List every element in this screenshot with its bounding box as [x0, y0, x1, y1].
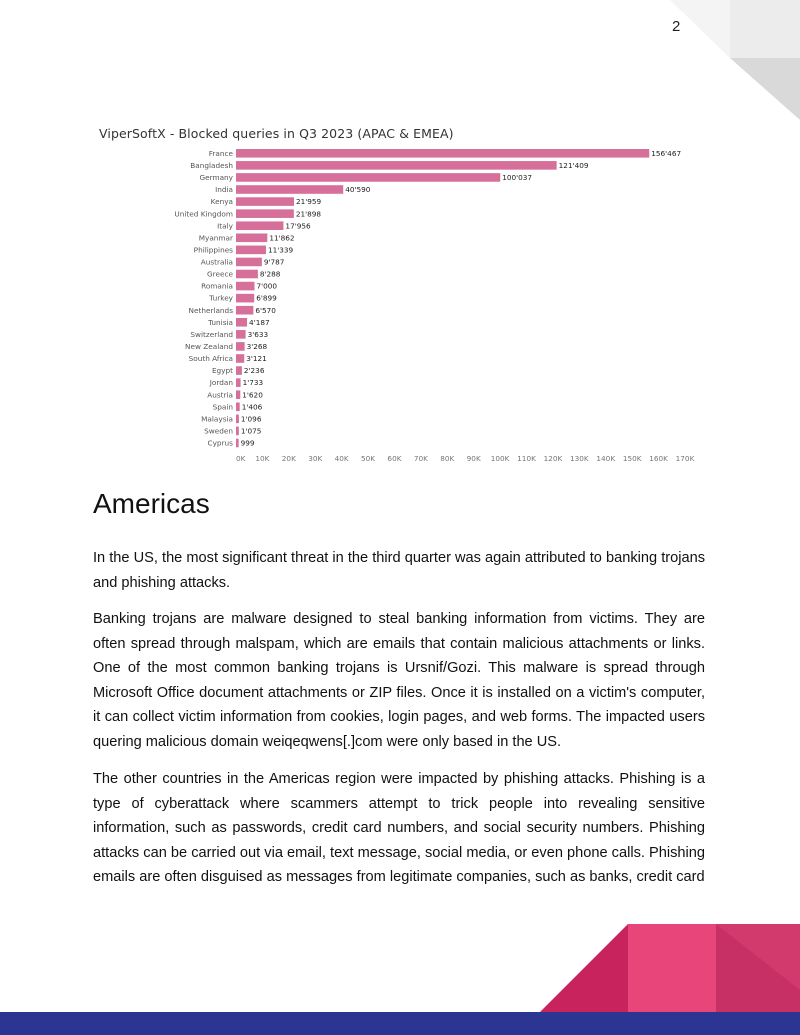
bar	[236, 354, 244, 363]
value-label: 1'075	[240, 426, 262, 436]
bar	[236, 246, 266, 255]
value-label: 9'787	[263, 257, 285, 267]
bar	[236, 233, 267, 242]
bar	[236, 390, 240, 399]
x-tick-label: 40K	[334, 454, 349, 463]
bar	[236, 415, 239, 424]
bar	[236, 427, 239, 436]
x-tick-label: 140K	[596, 454, 616, 463]
category-label: Switzerland	[190, 329, 233, 339]
bar-chart-svg	[95, 122, 705, 467]
x-tick-label: 70K	[413, 454, 428, 463]
value-label: 40'590	[345, 185, 371, 195]
bar	[236, 439, 239, 448]
bar	[236, 173, 500, 182]
paragraph-intro: In the US, the most significant threat in the third quarter was again attributed to banking trojans and phishing attacks.	[93, 550, 705, 591]
bar	[236, 197, 294, 206]
chart-title: ViperSoftX - Blocked queries in Q3 2023 (APAC & EMEA)	[99, 126, 454, 141]
category-label: Austria	[207, 390, 233, 400]
x-tick-label: 20K	[281, 454, 296, 463]
value-label: 121'409	[558, 160, 589, 170]
category-label: India	[215, 185, 233, 195]
category-label: United Kingdom	[174, 209, 233, 219]
value-label: 100'037	[502, 173, 533, 183]
value-label: 21'898	[295, 209, 322, 219]
x-tick-label: 150K	[622, 454, 642, 463]
x-tick-label: 60K	[387, 454, 402, 463]
value-label: 1'620	[242, 390, 263, 400]
value-label: 6'899	[256, 293, 277, 303]
blocked-queries-chart	[95, 122, 705, 467]
x-tick-label: 30K	[308, 454, 323, 463]
x-tick-label: 160K	[649, 454, 668, 463]
value-label: 999	[240, 438, 255, 448]
x-tick-label: 120K	[543, 454, 563, 463]
category-label: Greece	[207, 269, 233, 279]
value-label: 7'000	[256, 281, 278, 291]
value-label: 3'633	[247, 329, 269, 339]
category-label: Sweden	[204, 426, 233, 436]
value-label: 3'268	[246, 342, 268, 352]
bar	[236, 221, 283, 230]
value-label: 2'236	[243, 366, 265, 376]
category-label: Egypt	[211, 366, 233, 376]
category-label: Bangladesh	[190, 160, 233, 170]
category-label: Italy	[217, 221, 233, 231]
bar	[236, 294, 254, 303]
corner-decoration	[670, 0, 800, 120]
bar	[236, 342, 245, 351]
bar	[236, 149, 649, 158]
value-label: 3'121	[246, 354, 267, 364]
bar	[236, 402, 240, 411]
category-label: Malaysia	[201, 414, 233, 424]
category-label: Australia	[200, 257, 233, 267]
x-tick-label: 10K	[255, 454, 270, 463]
value-label: 8'288	[259, 269, 281, 279]
x-tick-label: 100K	[490, 454, 510, 463]
bar	[236, 306, 253, 315]
bar	[236, 161, 557, 170]
bar	[236, 258, 262, 267]
value-label: 6'570	[255, 305, 276, 315]
category-label: Spain	[212, 402, 233, 412]
value-label: 11'339	[267, 245, 294, 255]
category-label: Germany	[199, 173, 233, 183]
x-tick-label: 130K	[569, 454, 589, 463]
category-label: Philippines	[193, 245, 233, 255]
value-label: 21'959	[295, 197, 322, 207]
value-label: 156'467	[651, 148, 682, 158]
bar	[236, 318, 247, 327]
value-label: 1'406	[241, 402, 263, 412]
bar	[236, 270, 258, 279]
category-label: Jordan	[209, 378, 233, 388]
x-tick-label: 50K	[361, 454, 376, 463]
bar	[236, 282, 254, 291]
x-tick-label: 110K	[517, 454, 536, 463]
category-label: Myanmar	[198, 233, 233, 243]
category-label: Romania	[201, 281, 233, 291]
category-label: France	[208, 148, 233, 158]
bar	[236, 378, 241, 387]
bar	[236, 366, 242, 375]
category-label: Tunisia	[208, 317, 233, 327]
x-tick-label: 0K	[236, 454, 246, 463]
category-label: Cyprus	[207, 438, 233, 448]
category-label: Turkey	[209, 293, 233, 303]
x-tick-label: 90K	[466, 454, 481, 463]
value-label: 4'187	[249, 317, 270, 327]
value-label: 1'096	[240, 414, 262, 424]
page-number: 2	[672, 18, 681, 35]
category-label: Netherlands	[188, 305, 233, 315]
category-label: South Africa	[188, 354, 233, 364]
category-label: New Zealand	[185, 342, 233, 352]
bar	[236, 330, 246, 339]
x-tick-label: 80K	[440, 454, 455, 463]
value-label: 17'956	[285, 221, 311, 231]
value-label: 1'733	[242, 378, 264, 388]
section-heading: Americas	[93, 488, 210, 519]
footer-decoration	[0, 920, 800, 1035]
x-tick-label: 170K	[675, 454, 695, 463]
bar	[236, 185, 343, 194]
value-label: 11'862	[269, 233, 295, 243]
category-label: Kenya	[210, 197, 233, 207]
paragraph-banking-trojans: Banking trojans are malware designed to steal banking information from victims. They are often spread through malspam, which are emails that contain malicious attachments or links. One of the most common banking trojans is Ursnif/Gozi. This malware is spread through Microsoft Office document attachments or ZIP files. Once it is installed on a victim's computer, it can collect victim information from cookies, login pages, and web forms. The impacted users quering malicious domain weiqeqwens[.]com were only based in the US.	[93, 611, 705, 750]
bar	[236, 209, 294, 218]
paragraph-phishing: The other countries in the Americas region were impacted by phishing attacks. Phishing is a type of cyberattack where scammers attempt to trick people into revealing sensitive information, such as passwords, credit card numbers, and social security numbers. Phishing attacks can be carried out via email, text message, social media, or even phone calls. Phishing emails are often disguised as messages from legitimate companies, such as banks, credit card	[93, 771, 705, 886]
